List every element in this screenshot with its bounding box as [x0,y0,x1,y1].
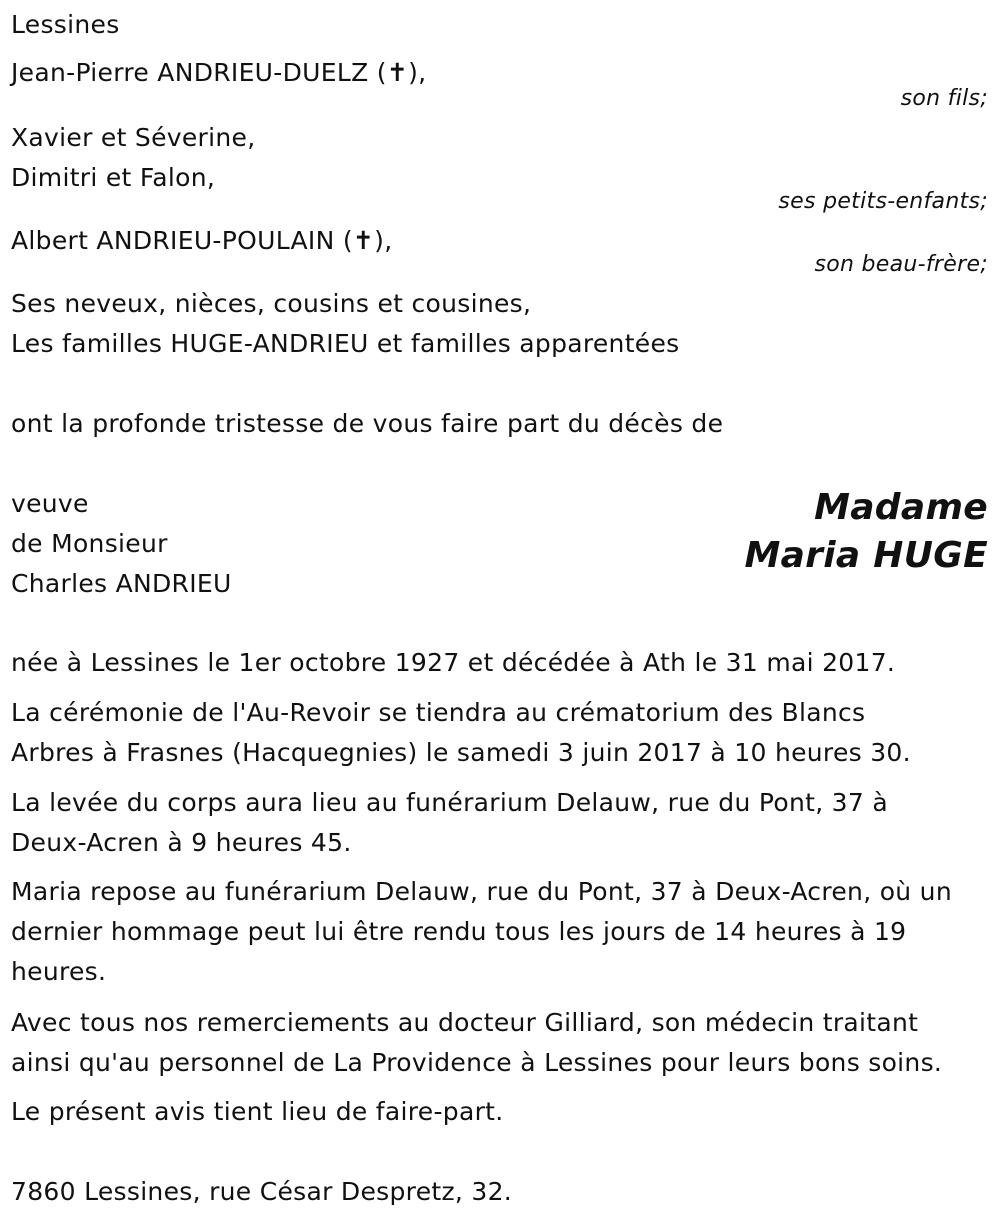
ceremony-line-1: La cérémonie de l'Au-Revoir se tiendra au crématorium des Blancs [11,698,866,727]
brother-in-law-line: Albert ANDRIEU-POULAIN (✝), [11,226,393,255]
grandchildren-role: ses petits-enfants; [778,189,988,214]
widow-of-line-2: de Monsieur [11,529,168,558]
grandchild-line-1: Xavier et Séverine, [11,123,256,152]
son-role: son fils; [900,86,988,111]
widow-of-line-1: veuve [11,489,89,518]
location-heading: Lessines [11,10,120,39]
relatives-line-2: Les familles HUGE-ANDRIEU et familles apparentées [11,329,680,358]
widow-of-line-3: Charles ANDRIEU [11,569,232,598]
grandchild-line-2: Dimitri et Falon, [11,163,216,192]
ceremony-line-2: Arbres à Frasnes (Hacquegnies) le samedi 3 juin 2017 à 10 heures 30. [11,738,911,767]
son-line: Jean-Pierre ANDRIEU-DUELZ (✝), [11,58,427,87]
thanks-line-1: Avec tous nos remerciements au docteur Gilliard, son médecin traitant [11,1008,919,1037]
brother-in-law-name: Albert ANDRIEU-POULAIN [11,226,335,255]
birth-death-text: née à Lessines le 1er octobre 1927 et décédée à Ath le 31 mai 2017. [11,648,896,677]
notice-text: Le présent avis tient lieu de faire-part. [11,1097,504,1126]
son-name: Jean-Pierre ANDRIEU-DUELZ [11,58,369,87]
repose-line-1: Maria repose au funérarium Delauw, rue du Pont, 37 à Deux-Acren, où un [11,877,952,906]
announcement-text: ont la profonde tristesse de vous faire part du décès de [11,409,724,438]
levee-line-1: La levée du corps aura lieu au funérarium Delauw, rue du Pont, 37 à [11,788,888,817]
repose-line-2: dernier hommage peut lui être rendu tous les jours de 14 heures à 19 [11,917,907,946]
deceased-name-block [744,484,988,580]
cross-icon: ✝ [386,58,409,87]
deceased-title: Madame [814,487,988,528]
address-text: 7860 Lessines, rue César Despretz, 32. [11,1177,513,1206]
repose-line-3: heures. [11,957,107,986]
relatives-line-1: Ses neveux, nièces, cousins et cousines, [11,289,532,318]
thanks-line-2: ainsi qu'au personnel de La Providence à Lessines pour leurs bons soins. [11,1048,943,1077]
brother-in-law-role: son beau-frère; [814,252,988,277]
levee-line-2: Deux-Acren à 9 heures 45. [11,828,352,857]
cross-icon: ✝ [352,226,375,255]
deceased-name: Maria HUGE [744,535,988,576]
